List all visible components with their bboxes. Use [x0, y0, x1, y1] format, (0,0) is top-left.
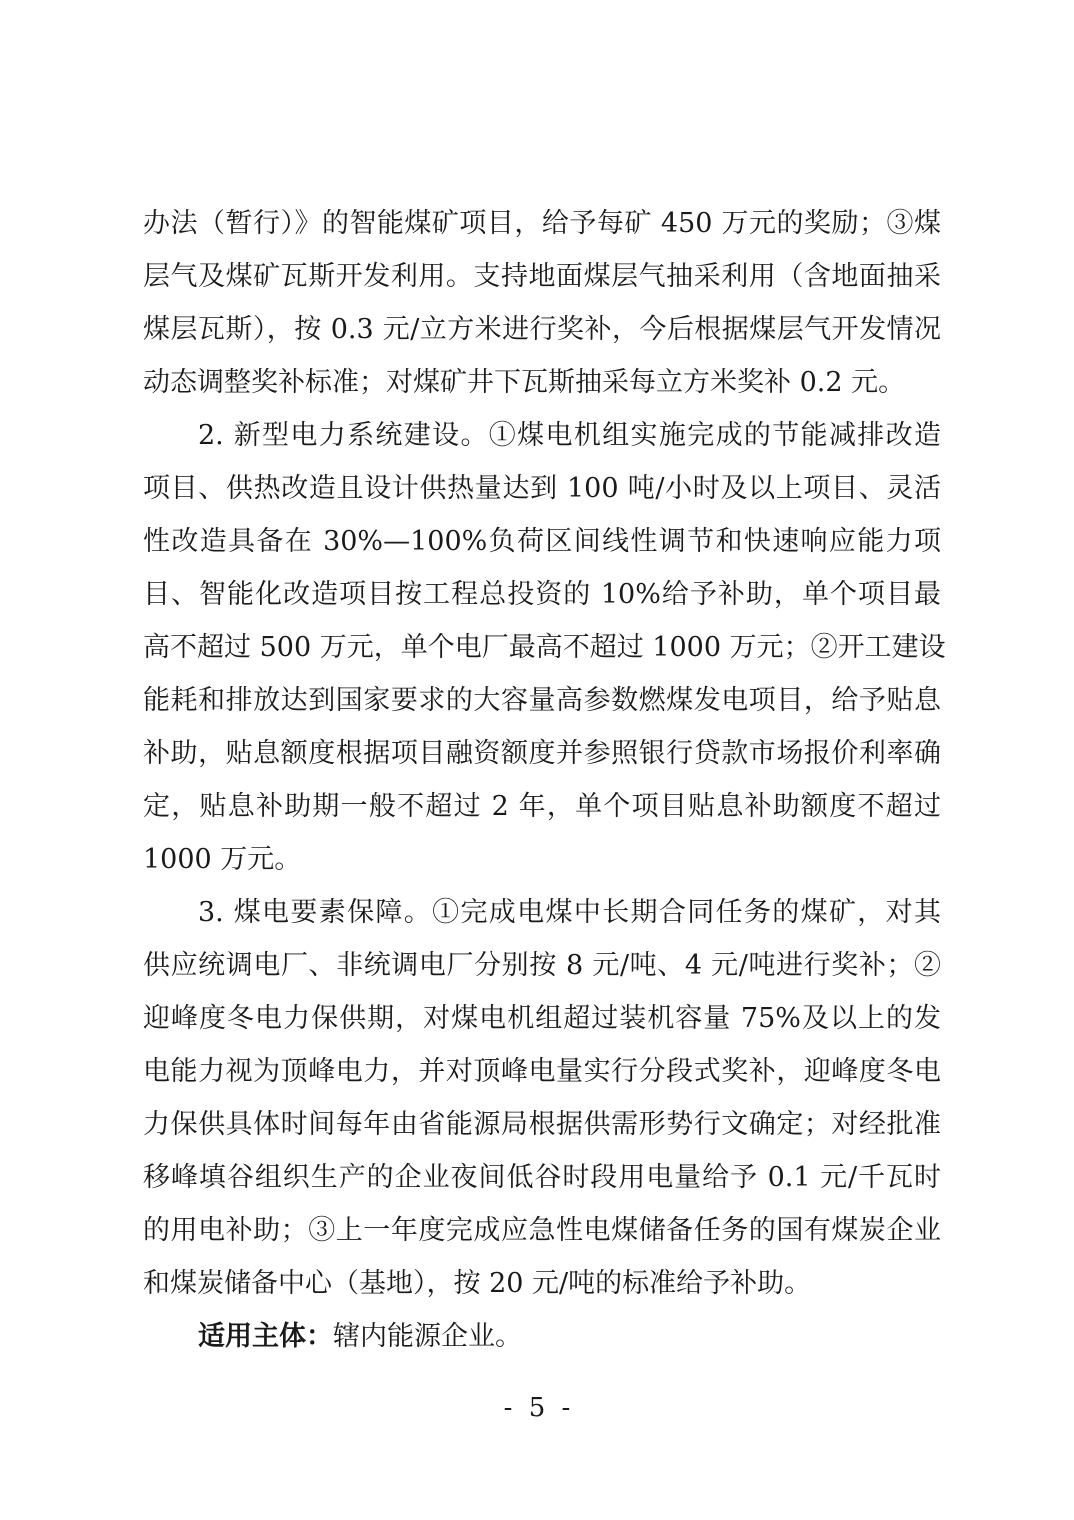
text-line: 补助，贴息额度根据项目融资额度并参照银行贷款市场报价利率确 [143, 738, 941, 769]
text-line: 目、智能化改造项目按工程总投资的 10%给予补助，单个项目最 [143, 579, 941, 610]
text-line: 力保供具体时间每年由省能源局根据供需形势行文确定；对经批准 [143, 1109, 941, 1140]
applicable-entity-line [198, 1320, 522, 1354]
text-line: 和煤炭储备中心（基地），按 20 元/吨的标准给予补助。 [143, 1268, 812, 1299]
text-line: 高不超过 500 万元，单个电厂最高不超过 1000 万元；②开工建设 [143, 632, 946, 663]
text-line: 定，贴息补助期一般不超过 2 年，单个项目贴息补助额度不超过 [143, 791, 941, 822]
text-line: 煤层瓦斯），按 0.3 元/立方米进行奖补，今后根据煤层气开发情况 [143, 314, 941, 345]
applicable-entity-text: 辖内能源企业。 [333, 1321, 522, 1352]
text-line: 1000 万元。 [143, 844, 302, 875]
text-line: 办法（暂行）》的智能煤矿项目，给予每矿 450 万元的奖励；③煤 [143, 208, 941, 239]
text-line: 移峰填谷组织生产的企业夜间低谷时段用电量给予 0.1 元/千瓦时 [143, 1162, 941, 1193]
text-line: 电能力视为顶峰电力，并对顶峰电量实行分段式奖补，迎峰度冬电 [143, 1056, 941, 1087]
page-number: - 5 - [503, 1393, 571, 1423]
text-line: 能耗和排放达到国家要求的大容量高参数燃煤发电项目，给予贴息 [143, 685, 941, 716]
text-line: 2. 新型电力系统建设。①煤电机组实施完成的节能减排改造 [198, 420, 941, 451]
applicable-entity-label: 适用主体： [198, 1321, 333, 1352]
text-line: 迎峰度冬电力保供期，对煤电机组超过装机容量 75%及以上的发 [143, 1003, 941, 1034]
text-line: 层气及煤矿瓦斯开发利用。支持地面煤层气抽采利用（含地面抽采 [143, 261, 941, 292]
text-line: 动态调整奖补标准；对煤矿井下瓦斯抽采每立方米奖补 0.2 元。 [143, 367, 906, 398]
text-line: 3. 煤电要素保障。①完成电煤中长期合同任务的煤矿，对其 [198, 897, 941, 928]
text-line: 性改造具备在 30%—100%负荷区间线性调节和快速响应能力项 [143, 526, 941, 557]
text-line: 的用电补助；③上一年度完成应急性电煤储备任务的国有煤炭企业 [143, 1215, 941, 1246]
text-line: 项目、供热改造且设计供热量达到 100 吨/小时及以上项目、灵活 [143, 473, 941, 504]
text-line: 供应统调电厂、非统调电厂分别按 8 元/吨、4 元/吨进行奖补；② [143, 950, 941, 981]
